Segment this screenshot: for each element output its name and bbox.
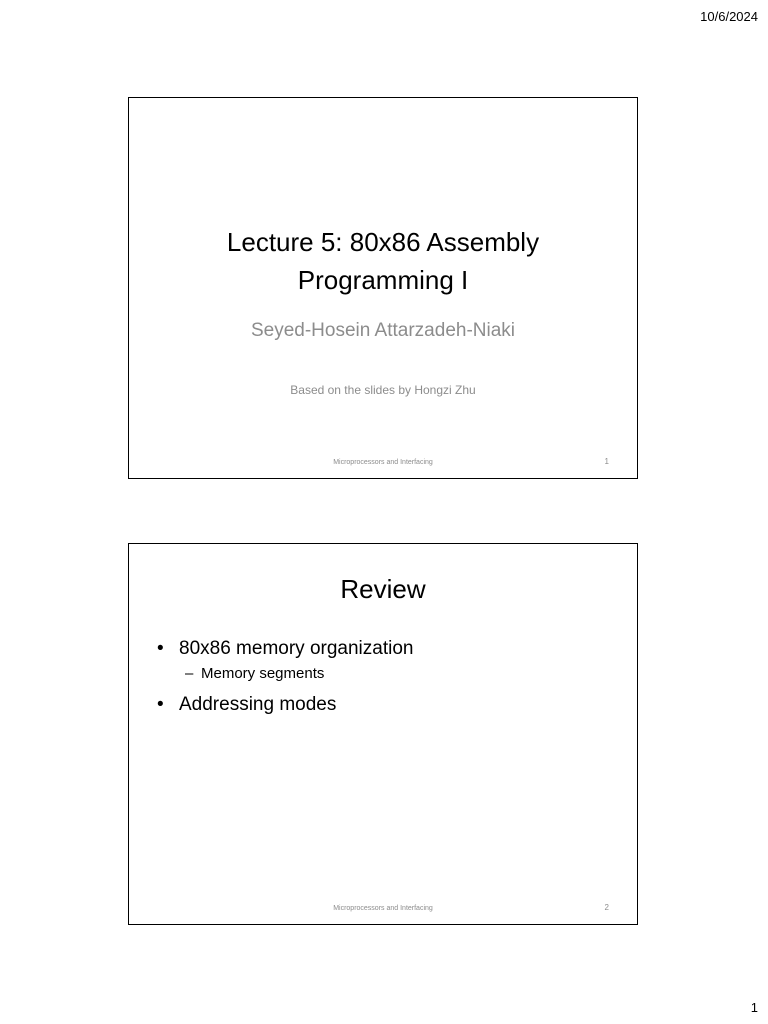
bullet-text: 80x86 memory organization xyxy=(179,638,414,659)
sub-bullet-text: Memory segments xyxy=(201,665,325,682)
bullet-list xyxy=(157,636,617,718)
page-date: 10/6/2024 xyxy=(700,9,758,24)
slide-title-line-2: Programming I xyxy=(297,265,469,295)
bullet-glyph: • xyxy=(157,694,164,715)
slide-footer: Microprocessors and Interfacing xyxy=(333,459,433,466)
slide-number: 1 xyxy=(604,457,609,466)
page-number: 1 xyxy=(750,1000,758,1015)
slide-1 xyxy=(128,97,638,479)
slide-title xyxy=(149,223,617,299)
bullet-text: Addressing modes xyxy=(179,694,337,715)
bullet-item xyxy=(157,692,617,718)
slide-footer: Microprocessors and Interfacing xyxy=(333,905,433,912)
slide-title-line-1: Lecture 5: 80x86 Assembly xyxy=(226,227,540,257)
slide-2 xyxy=(128,543,638,925)
slide-author: Seyed-Hosein Attarzadeh-Niaki xyxy=(250,320,516,341)
slide-credit-note: Based on the slides by Hongzi Zhu xyxy=(290,383,476,397)
sub-bullet-item xyxy=(157,662,617,686)
bullet-glyph: • xyxy=(157,638,164,659)
slide-number: 2 xyxy=(604,903,609,912)
bullet-item xyxy=(157,636,617,662)
slide-title: Review xyxy=(340,574,426,604)
sub-bullet-glyph: – xyxy=(185,665,194,682)
